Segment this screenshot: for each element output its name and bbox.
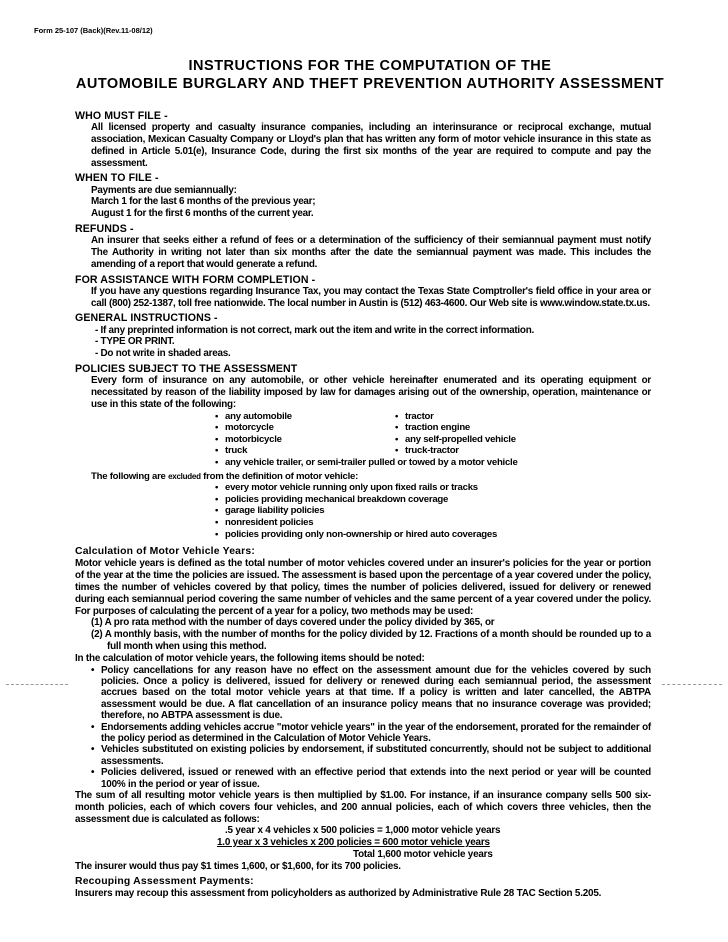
- excluded-item: • nonresident policies: [75, 517, 651, 529]
- method-item: (2) A monthly basis, with the number of months for the policy divided by 12. Fractions of a month should be rounded up to a full month when using this method.: [91, 629, 651, 652]
- list-item: • truck: [215, 445, 292, 457]
- policies-text: Every form of insurance on any automobile, or other vehicle hereinafter enumerated and its operating equipment or necessitated by reason of the liability imposed by law for damages arising out of the ownership, operation, maintenance or use in this state of the following:: [91, 375, 651, 410]
- note-item: • Endorsements adding vehicles accrue "motor vehicle years" in the year of the endorsement, prorated for the remainder of the policy period as determined in the Calculation of Motor Vehicle Years.: [83, 722, 651, 745]
- when-to-file-heading: WHEN TO FILE -: [75, 172, 159, 185]
- title-line-2: AUTOMOBILE BURGLARY AND THEFT PREVENTION AUTHORITY ASSESSMENT: [75, 76, 665, 92]
- refunds-section: [75, 223, 651, 271]
- instructions-body: [75, 110, 651, 903]
- general-instructions-heading: GENERAL INSTRUCTIONS -: [75, 312, 218, 325]
- list-item: • any self-propelled vehicle: [395, 434, 516, 446]
- excluded-item: • policies providing only non-ownership or hired auto coverages: [75, 529, 651, 541]
- when-to-file-line: Payments are due semiannually:: [91, 184, 237, 196]
- calculation-section: [75, 546, 651, 873]
- methods-list: [75, 617, 651, 652]
- fold-mark-right: [662, 684, 722, 685]
- payment-text: The insurer would thus pay $1 times 1,600, or $1,600, for its 700 policies.: [75, 861, 401, 873]
- who-must-file-section: [75, 110, 651, 169]
- general-instruction-item: - Do not write in shaded areas.: [95, 348, 231, 360]
- recoup-section: [75, 876, 651, 900]
- calculation-heading: Calculation of Motor Vehicle Years:: [75, 546, 256, 558]
- when-to-file-line: March 1 for the last 6 months of the previous year;: [91, 196, 316, 208]
- form-id: Form 25-107 (Back)(Rev.11-08/12): [34, 26, 153, 35]
- notes-list: [75, 665, 651, 790]
- who-must-file-text: All licensed property and casualty insurance companies, including an interinsurance or reciprocal exchange, mutual association, Mexican Casualty Company or Lloyd's plan that has written any form of motor vehicle insurance in this state as defined in Article 5.01(e), Insurance Code, during the first six months of the year are required to compute and pay the assessment.: [91, 122, 651, 169]
- general-instructions-section: [75, 312, 651, 360]
- note-item: • Policies delivered, issued or renewed with an effective period that extends into the next period or year will be counted 100% in the period or year of issue.: [83, 767, 651, 790]
- vehicle-list: [75, 411, 651, 471]
- note-item: • Policy cancellations for any reason have no effect on the assessment amount due for the vehicles covered by such policies. Once a policy is delivered, issued for delivery or renewed during each semiannual period, the assessment accrues based on the total motor vehicle years at that time. If a policy is written and later cancelled, the ABTPA assessment would be due. A flat cancellation of an insurance policy means that no insurance coverage was provided; therefore, no ABTPA assessment is due.: [83, 665, 651, 722]
- list-item: • motorbicycle: [215, 434, 292, 446]
- policies-heading: POLICIES SUBJECT TO THE ASSESSMENT: [75, 362, 298, 375]
- calculation-text: Motor vehicle years is defined as the total number of motor vehicles covered under an insurer's policies for the year or portion of the year at the time the policies are issued. The assessment is based upon the percentage of a year covered under the policy, times the number of vehicles covered by that policy, times the number of policies delivered, issued for delivery or renewed during each semiannual period covering the same number of vehicles and the same percent of a year covered under the policy. For purposes of calculating the percent of a year for a policy, two methods may be used:: [75, 558, 651, 617]
- equation-total: Total 1,600 motor vehicle years: [353, 848, 493, 860]
- excluded-item: • policies providing mechanical breakdown coverage: [75, 494, 651, 506]
- excluded-intro-pre: The following are: [91, 470, 166, 482]
- equation-line: 1.0 year x 3 vehicles x 200 policies = 600 motor vehicle years: [217, 836, 490, 848]
- general-instruction-item: - If any preprinted information is not correct, mark out the item and write in the correct information.: [95, 324, 534, 336]
- note-item: • Vehicles substituted on existing policies by endorsement, if substituted concurrently, should not be subject to additional assessments.: [83, 744, 651, 767]
- refunds-text: An insurer that seeks either a refund of fees or a determination of the sufficiency of their semiannual payment must notify The Authority in writing not later than six months after the date the semiannual payment was made. This includes the amending of a report that would generate a refund.: [91, 235, 651, 270]
- excluded-item: • every motor vehicle running only upon fixed rails or tracks: [75, 482, 651, 494]
- vehicle-column-a: [215, 411, 292, 457]
- equation-line: .5 year x 4 vehicles x 500 policies = 1,000 motor vehicle years: [225, 825, 501, 837]
- list-item: • motorcycle: [215, 422, 292, 434]
- when-to-file-section: [75, 172, 651, 220]
- general-instruction-item: - TYPE OR PRINT.: [95, 336, 175, 348]
- excluded-intro: [75, 471, 651, 483]
- when-to-file-line: August 1 for the first 6 months of the current year.: [91, 208, 314, 220]
- notes-intro: In the calculation of motor vehicle years, the following items should be noted:: [75, 652, 425, 664]
- list-item: • any automobile: [215, 411, 292, 423]
- list-item: • traction engine: [395, 422, 516, 434]
- example-equation: [75, 825, 651, 861]
- who-must-file-heading: WHO MUST FILE -: [75, 110, 168, 122]
- list-item: • tractor: [395, 411, 516, 423]
- assistance-section: [75, 274, 651, 310]
- method-item: (1) A pro rata method with the number of days covered under the policy divided by 365, or: [91, 617, 495, 629]
- refunds-heading: REFUNDS -: [75, 222, 134, 235]
- excluded-word: excluded: [168, 471, 201, 481]
- assistance-text: If you have any questions regarding Insurance Tax, you may contact the Texas State Comptroller's field office in your area or call (800) 252-1387, toll free nationwide. The local number in Austin is (512) 463-4600. Our Web site is www.window.state.tx.us.: [91, 285, 651, 309]
- title-line-1: INSTRUCTIONS FOR THE COMPUTATION OF THE: [188, 58, 552, 74]
- excluded-intro-post: from the definition of motor vehicle:: [203, 470, 359, 482]
- vehicle-column-b: [395, 411, 516, 457]
- recoup-heading: Recouping Assessment Payments:: [75, 876, 254, 888]
- list-item: • truck-tractor: [395, 445, 516, 457]
- assistance-heading: FOR ASSISTANCE WITH FORM COMPLETION -: [75, 273, 316, 286]
- sum-text: The sum of all resulting motor vehicle years is then multiplied by $1.00. For instance, if an insurance company sells 500 six-month policies, each of which covers four vehicles, and 200 annual policies, each of which covers three vehicles, then the assessment due is calculated as follows:: [75, 789, 651, 825]
- policies-section: [75, 363, 651, 540]
- list-item: • any vehicle trailer, or semi-trailer pulled or towed by a motor vehicle: [215, 457, 518, 469]
- recoup-text: Insurers may recoup this assessment from policyholders as authorized by Administrative Rule 28 TAC Section 5.205.: [75, 888, 602, 900]
- fold-mark-left: [6, 684, 68, 685]
- excluded-item: • garage liability policies: [75, 505, 651, 517]
